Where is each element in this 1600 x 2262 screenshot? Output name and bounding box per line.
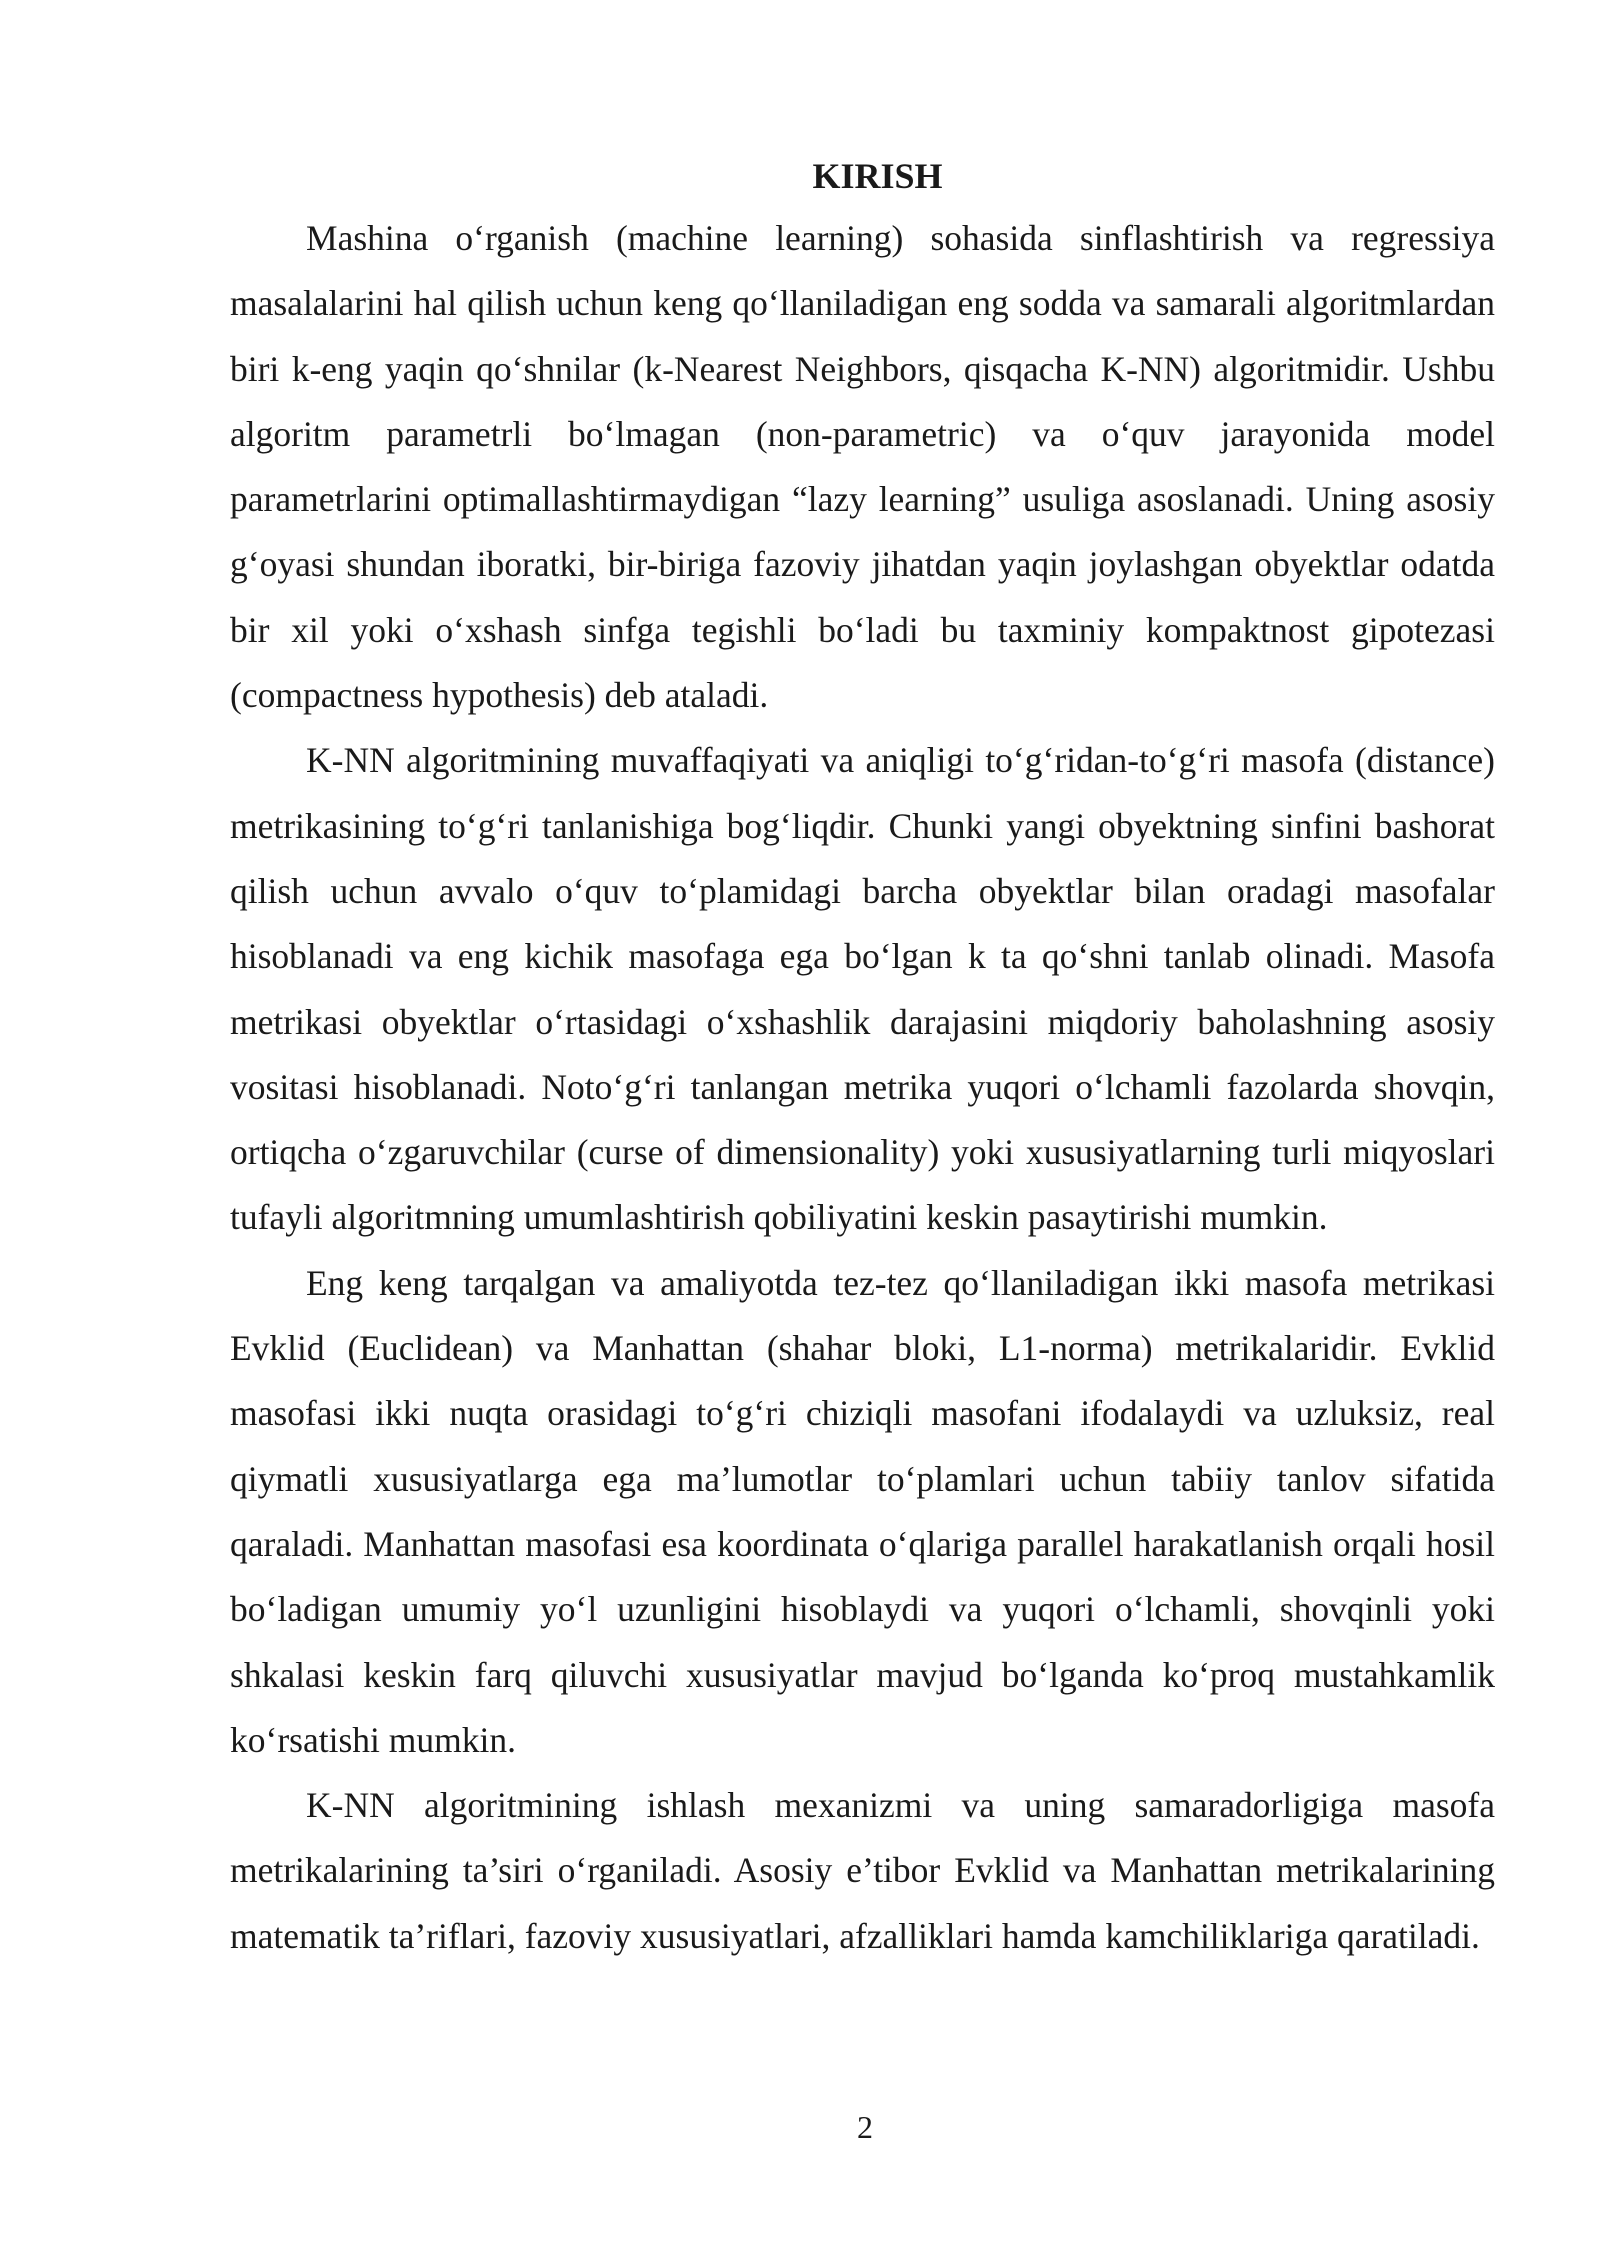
paragraph-knn-accuracy: K-NN algoritmining muvaffaqiyati va aniqligi to‘g‘ridan-to‘g‘ri masofa (distance) metrikasining to‘g‘ri tanlanishiga bog‘liqdir. Chunki yangi obyektning sinfini bashorat qilish uchun avvalo o‘quv to‘plamidagi barcha obyektlar bilan oradagi masofalar hisoblanadi va eng kichik masofaga ega bo‘lgan k ta qo‘shni tanlab olinadi. Masofa metrikasi obyektlar o‘rtasidagi o‘xshashlik darajasini miqdoriy baholashning asosiy vositasi hisoblanadi. Noto‘g‘ri tanlangan metrika yuqori o‘lchamli fazolarda shovqin, ortiqcha o‘zgaruvchilar (curse of dimensionality) yoki xususiyatlarning turli miqyoslari tufayli algoritmning umumlashtirish qobiliyatini keskin pasaytirishi mumkin. xyxy=(230,740,1495,1238)
page-number: 2 xyxy=(857,2109,873,2145)
page-content xyxy=(230,150,1495,1969)
paragraph-distance-metrics: Eng keng tarqalgan va amaliyotda tez-tez qo‘llaniladigan ikki masofa metrikasi Evklid (Euclidean) va Manhattan (shahar bloki, L1-norma) metrikalaridir. Evklid masofasi ikki nuqta orasidagi to‘g‘ri chiziqli masofani ifodalaydi va uzluksiz, real qiymatli xususiyatlarga ega ma’lumotlar to‘plamlari uchun tabiiy tanlov sifatida qaraladi. Manhattan masofasi esa koordinata o‘qlariga parallel harakatlanish orqali hosil bo‘ladigan umumiy yo‘l uzunligini hisoblaydi va yuqori o‘lchamli, shovqinli yoki shkalasi keskin farq qiluvchi xususiyatlar mavjud bo‘lganda ko‘proq mustahkamlik ko‘rsatishi mumkin. xyxy=(230,1262,1495,1760)
section-heading: KIRISH xyxy=(812,156,943,196)
paragraph-intro: Mashina o‘rganish (machine learning) sohasida sinflashtirish va regressiya masalalarini hal qilish uchun keng qo‘llaniladigan eng sodda va samarali algoritmlardan biri k-eng yaqin qo‘shnilar (k-Nearest Neighbors, qisqacha K-NN) algoritmidir. Ushbu algoritm parametrli bo‘lmagan (non-parametric) va o‘quv jarayonida model parametrlarini optimallashtirmaydigan “lazy learning” usuliga asoslanadi. Uning asosiy g‘oyasi shundan iboratki, bir-biriga fazoviy jihatdan yaqin joylashgan obyektlar odatda bir xil yoki o‘xshash sinfga tegishli bo‘ladi bu taxminiy kompaktnost gipotezasi (compactness hypothesis) deb ataladi. xyxy=(230,218,1495,716)
paragraph-scope: K-NN algoritmining ishlash mexanizmi va uning samaradorligiga masofa metrikalarining ta’siri o‘rganiladi. Asosiy e’tibor Evklid va Manhattan metrikalarining matematik ta’riflari, fazoviy xususiyatlari, afzalliklari hamda kamchiliklariga qaratiladi. xyxy=(230,1785,1495,1956)
